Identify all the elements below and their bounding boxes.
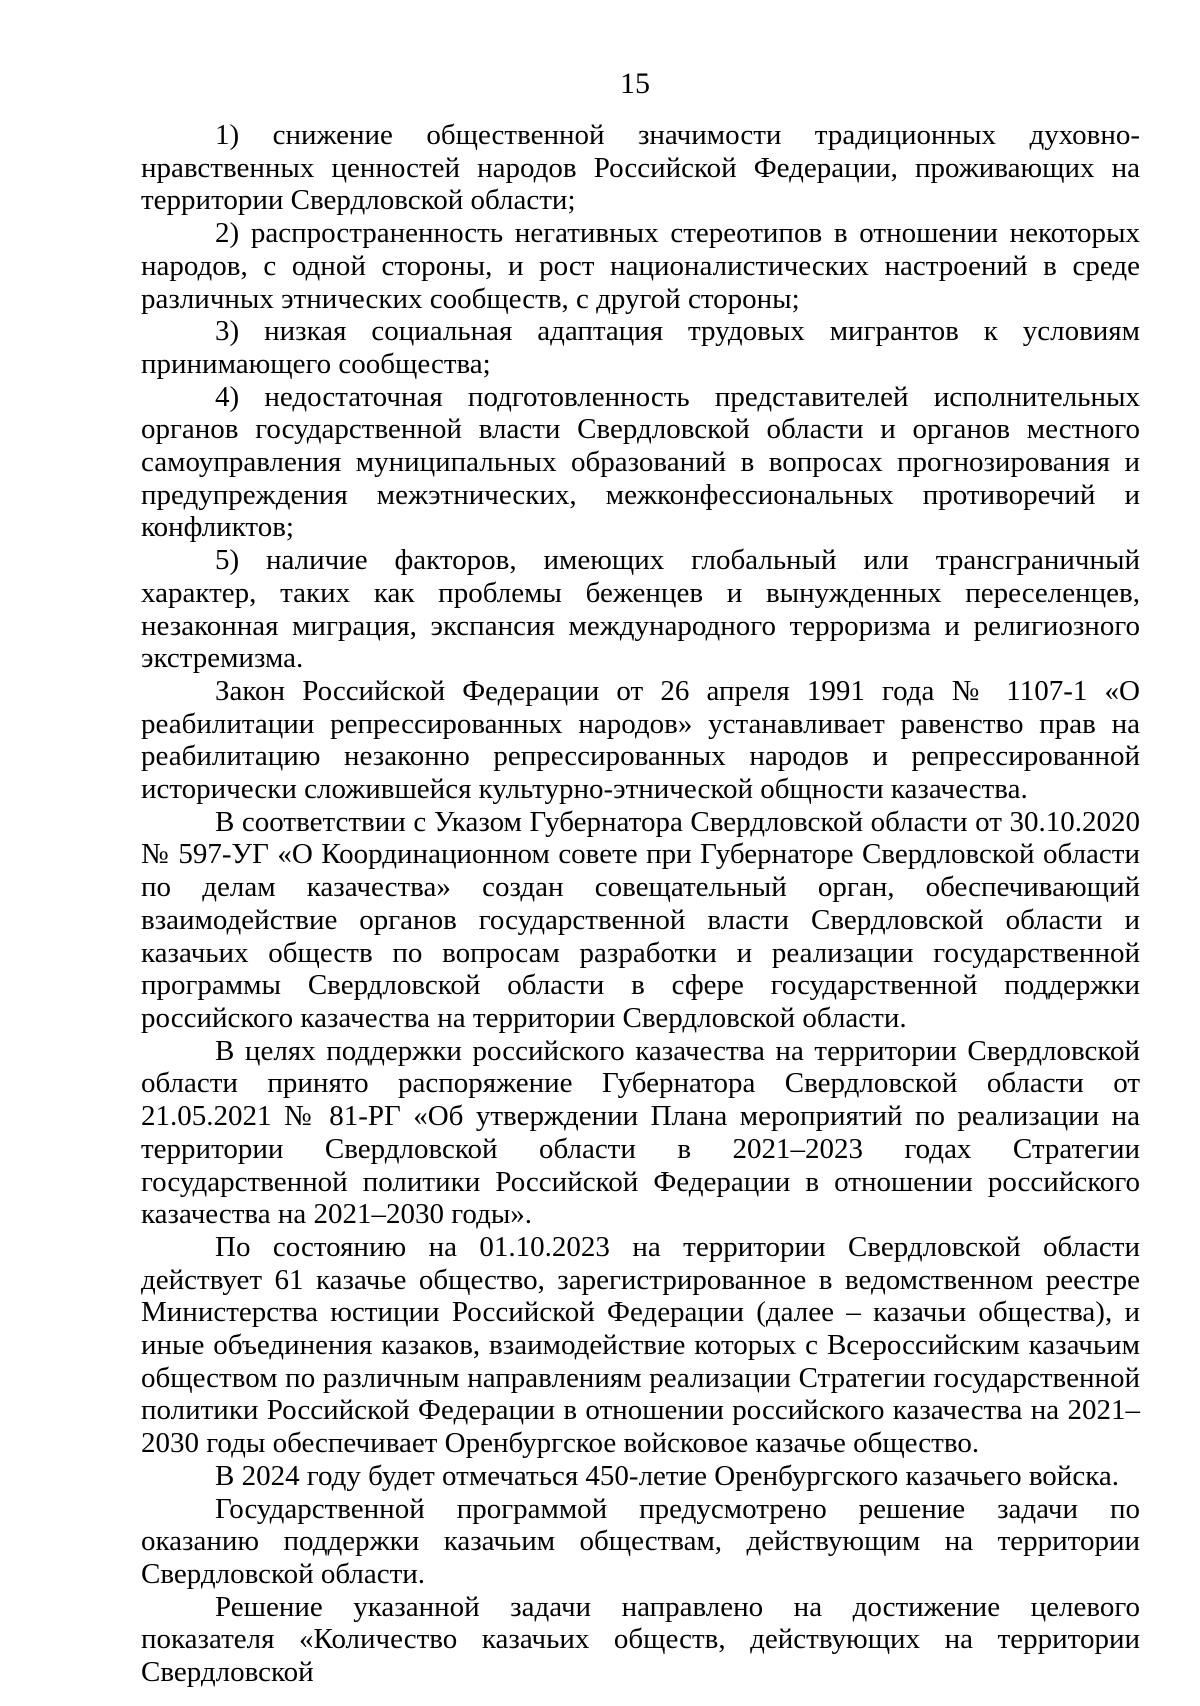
paragraph-item-2: 2) распространенность негативных стереотипов в отношении некоторых народов, с одной стороны, и рост националистических настроений в среде различных этнических сообществ, с другой стороны; (141, 217, 1140, 315)
paragraph-law-rehabilitation: Закон Российской Федерации от 26 апреля 1991 года № 1107-1 «О реабилитации репрессированных народов» устанавливает равенство прав на реабилитацию незаконно репрессированных народов и репрессированной исторически сложившейся культурно-этнической общности казачества. (141, 674, 1140, 806)
paragraph-coordination-council: В соответствии с Указом Губернатора Свердловской области от 30.10.2020 № 597-УГ «О Координационном совете при Губернаторе Свердловской области по делам казачества» создан совещательный орган, обеспечивающий взаимодействие органов государственной власти Свердловской области и казачьих обществ по вопросам разработки и реализации государственной программы Свердловской области в сфере государственной поддержки российского казачества на территории Свердловской области. (141, 805, 1140, 1034)
paragraph-target-indicator: Решение указанной задачи направлено на достижение целевого показателя «Количество казачьих обществ, действующих на территории Свердловской (141, 1590, 1140, 1689)
paragraph-governor-order: В целях поддержки российского казачества на территории Свердловской области принято распоряжение Губернатора Свердловской области от 21.05.2021 № 81-РГ «Об утверждении Плана мероприятий по реализации на территории Свердловской области в 2021–2023 годах Стратегии государственной политики Российской Федерации в отношении российского казачества на 2021–2030 годы». (141, 1034, 1140, 1231)
paragraph-item-4: 4) недостаточная подготовленность представителей исполнительных органов государственной власти Свердловской области и органов местного самоуправления муниципальных образований в вопросах прогнозирования и предупреждения межэтнических, межконфессиональных противоречий и конфликтов; (141, 380, 1140, 544)
paragraph-cossack-societies-status: По состоянию на 01.10.2023 на территории Свердловской области действует 61 казачье общество, зарегистрированное в ведомственном реестре Министерства юстиции Российской Федерации (далее – казачьи общества), и иные объединения казаков, взаимодействие которых с Всероссийским казачьим обществом по различным направлениям реализации Стратегии государственной политики Российской Федерации в отношении российского казачества на 2021–2030 годы обеспечивает Оренбургское войсковое казачье общество. (141, 1230, 1140, 1460)
page-number: 15 (620, 67, 650, 100)
paragraph-item-1: 1) снижение общественной значимости традиционных духовно-нравственных ценностей народов Российской Федерации, проживающих на территории Свердловской области; (141, 119, 1140, 217)
document-body (141, 119, 1140, 1689)
paragraph-item-5: 5) наличие факторов, имеющих глобальный или трансграничный характер, таких как проблемы беженцев и вынужденных переселенцев, незаконная миграция, экспансия международного терроризма и религиозного экстремизма. (141, 544, 1140, 675)
paragraph-anniversary: В 2024 году будет отмечаться 450-летие Оренбургского казачьего войска. (215, 1459, 1119, 1492)
paragraph-item-3: 3) низкая социальная адаптация трудовых мигрантов к условиям принимающего сообщества; (141, 315, 1140, 380)
paragraph-program-task: Государственной программой предусмотрено решение задачи по оказанию поддержки казачьим обществам, действующим на территории Свердловской области. (141, 1492, 1140, 1590)
